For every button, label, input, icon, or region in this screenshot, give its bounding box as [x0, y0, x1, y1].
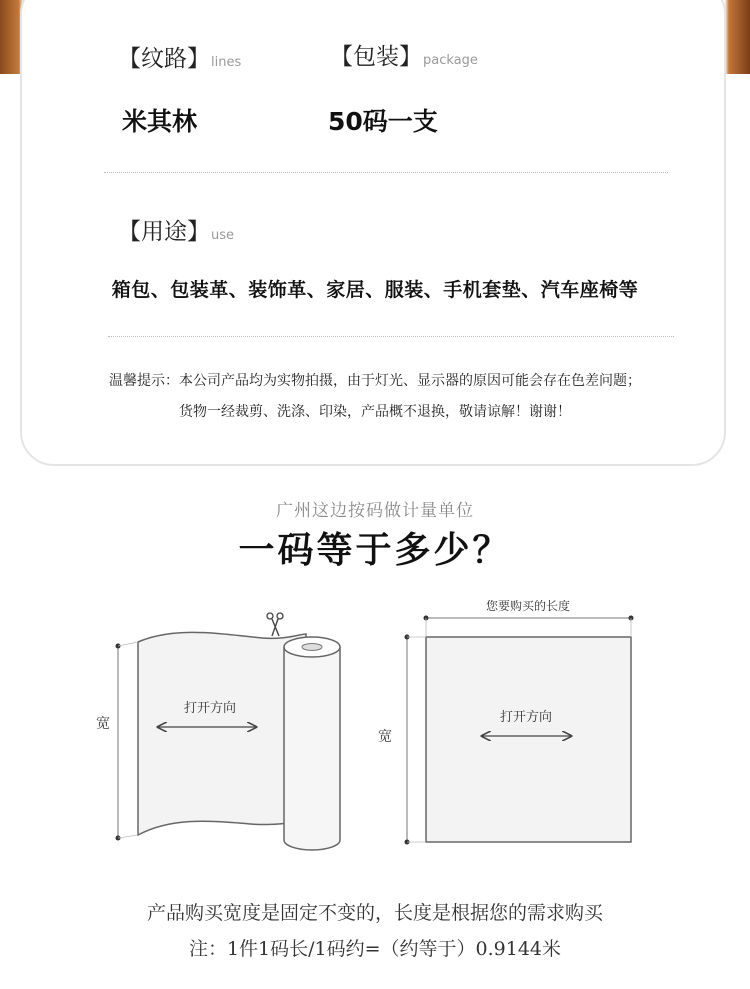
fabric-square [426, 637, 631, 842]
length-label: 您要购买的长度 [485, 600, 571, 613]
uses-text: 箱包、包装革、装饰革、家居、服装、手机套垫、汽车座椅等 [111, 279, 639, 301]
scissors-icon [267, 613, 283, 636]
length-dimension [424, 616, 634, 638]
fabric-roll [284, 637, 340, 850]
package-tag-sub: package [423, 53, 478, 68]
footer-line-1: 产品购买宽度是固定不变的，长度是根据您的需求购买 [146, 902, 603, 924]
divider-2 [108, 336, 674, 337]
package-value: 50码一支 [328, 107, 438, 136]
package-tag [330, 38, 478, 71]
left-direction-label: 打开方向 [184, 701, 237, 716]
use-tag [118, 213, 234, 246]
left-width-dimension [116, 642, 139, 841]
use-tag-sub: use [211, 228, 235, 243]
right-width-dimension [405, 635, 427, 845]
lines-tag [118, 40, 241, 73]
lines-value: 米其林 [122, 107, 198, 136]
footer-line-2: 注：1件1码长/1码约=（约等于）0.9144米 [188, 938, 562, 960]
package-tag-label: 【包装】 [330, 44, 422, 70]
use-tag-label: 【用途】 [118, 219, 210, 245]
notice-line-2: 货物一经裁剪、洗涤、印染，产品概不退换，敬请谅解！谢谢！ [179, 404, 571, 420]
fabric-sheet [138, 632, 306, 835]
divider-1 [104, 172, 668, 173]
right-direction-label: 打开方向 [500, 710, 553, 725]
yard-diagram [0, 600, 750, 860]
section-title: 一码等于多少？ [238, 530, 512, 571]
left-width-label: 宽 [96, 716, 110, 732]
lines-tag-label: 【纹路】 [118, 46, 210, 72]
right-width-label: 宽 [378, 729, 392, 745]
notice-line-1: 温馨提示：本公司产品均为实物拍摄，由于灯光、显示器的原因可能会存在色差问题； [109, 373, 641, 389]
section-subtitle: 广州这边按码做计量单位 [276, 501, 474, 521]
lines-tag-sub: lines [211, 55, 242, 70]
